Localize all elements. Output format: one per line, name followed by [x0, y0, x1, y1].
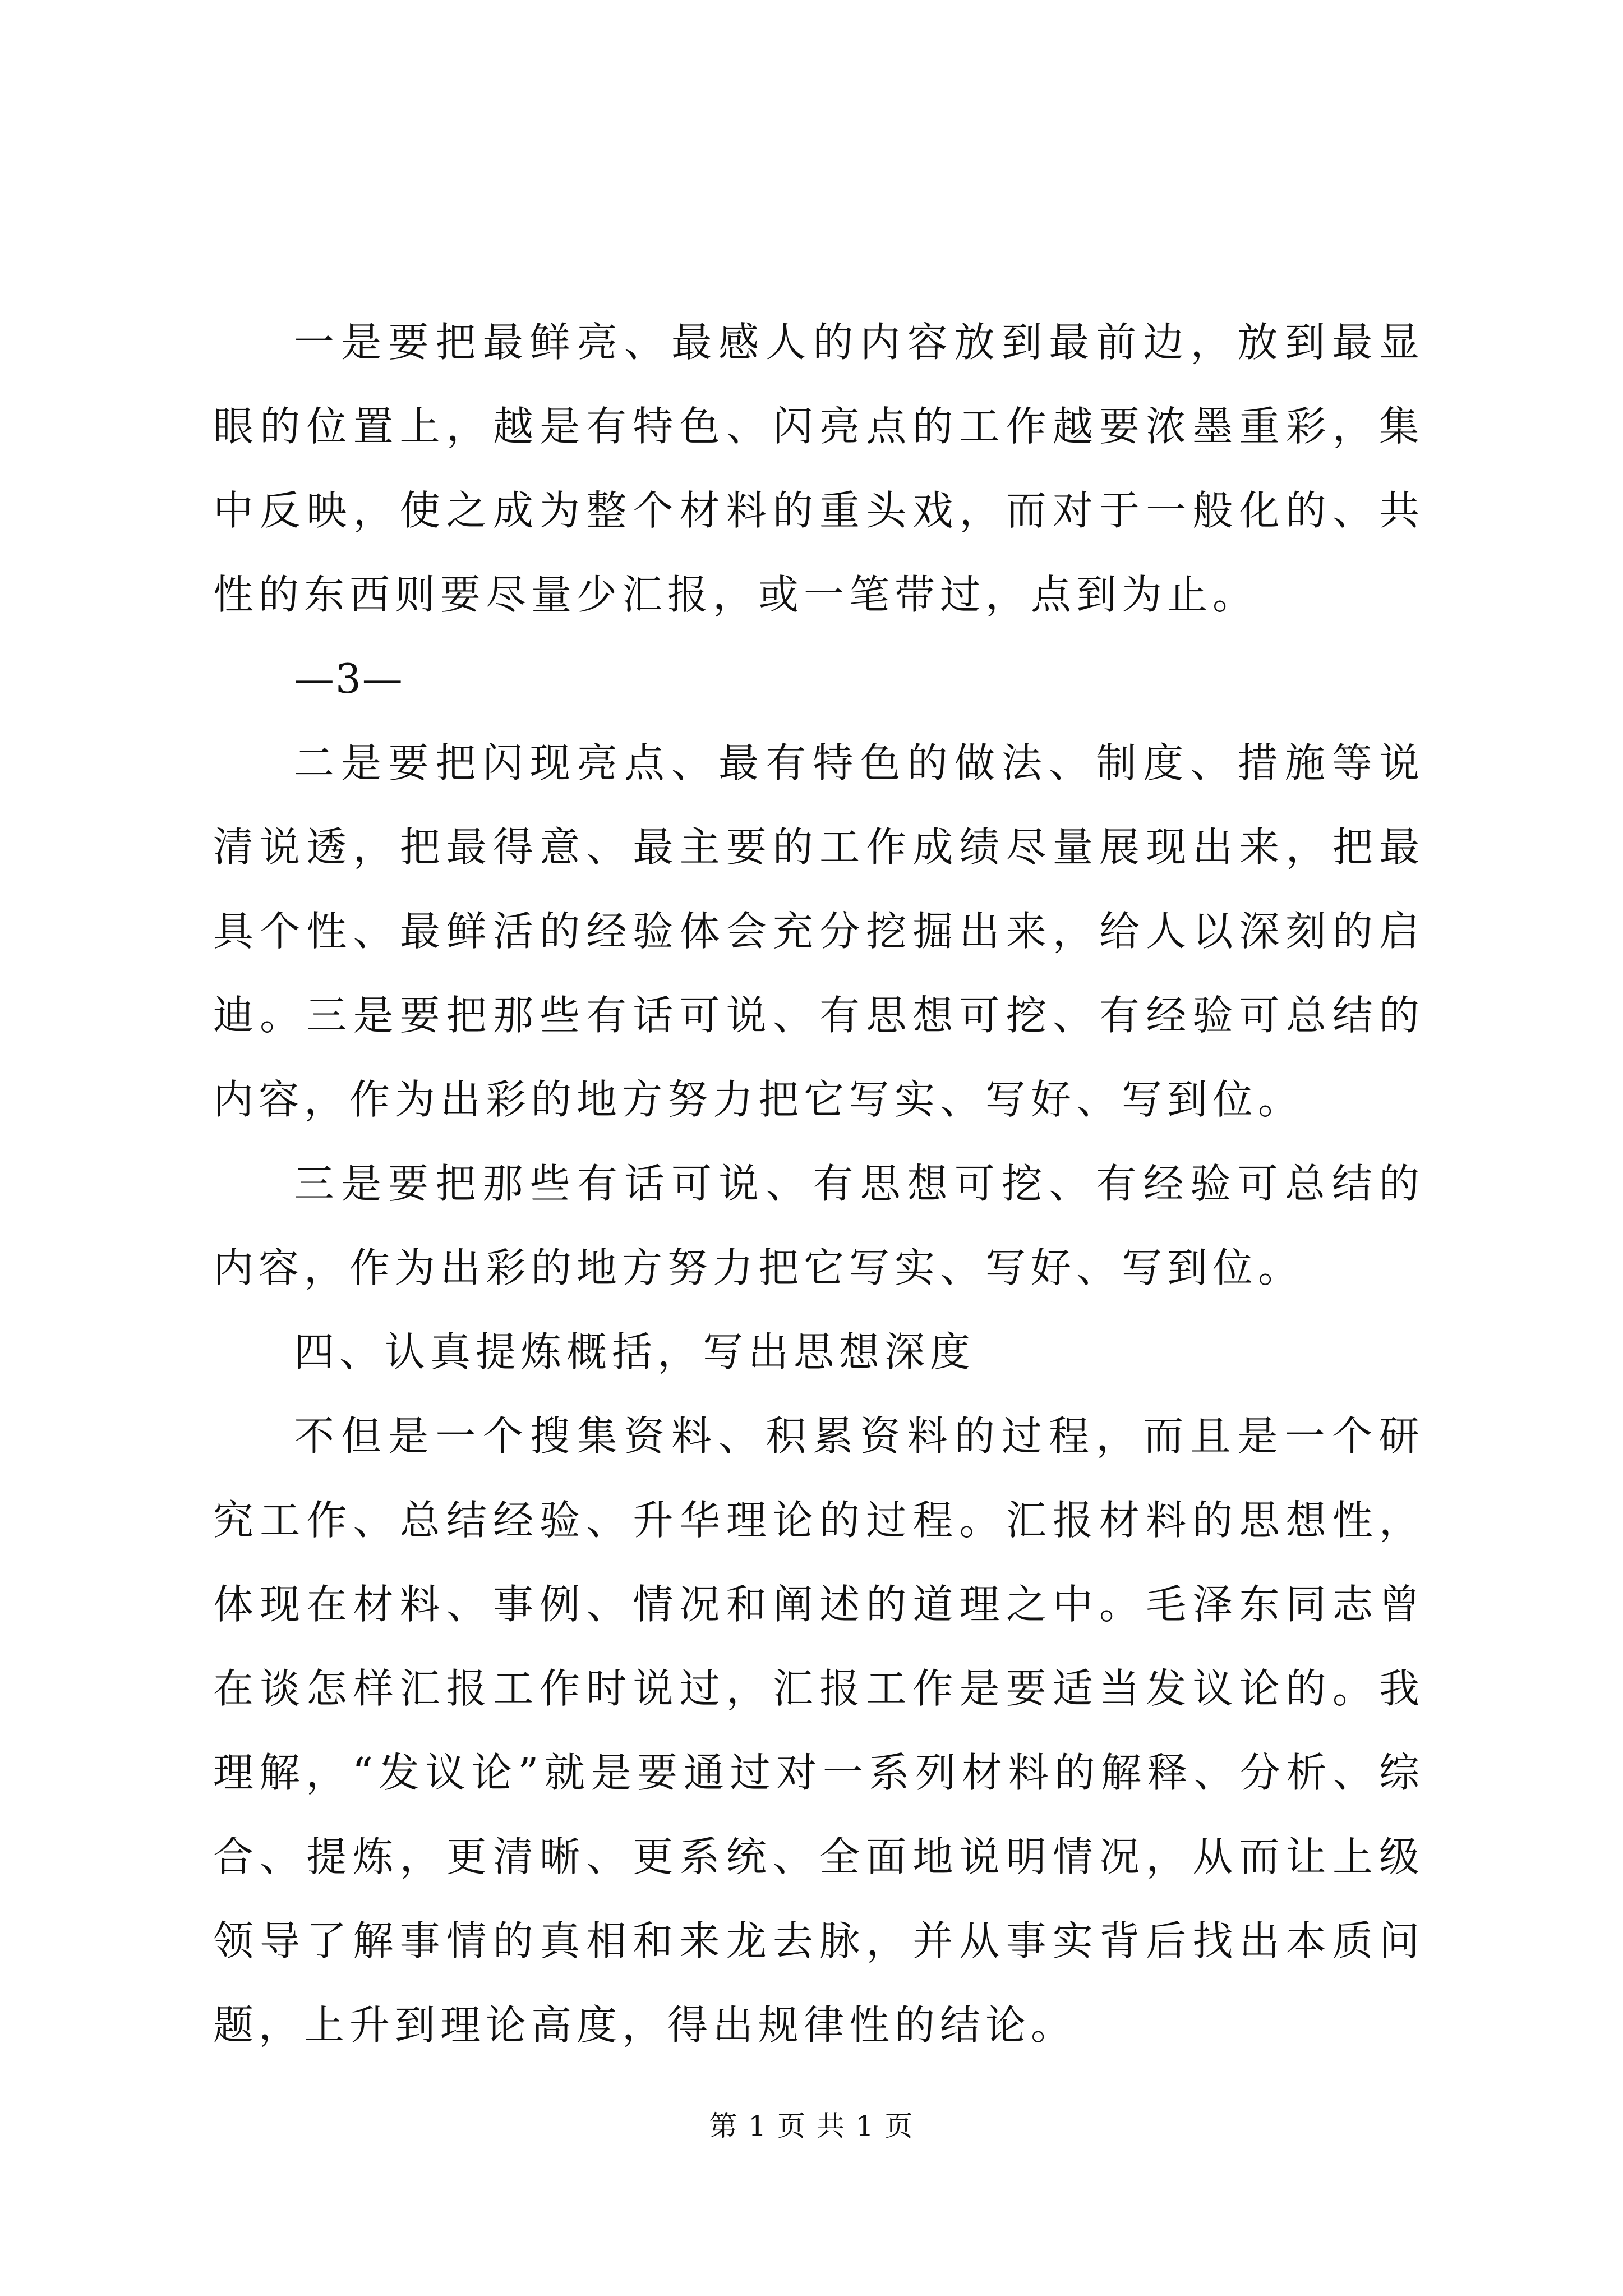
section-heading: 四、认真提炼概括，写出思想深度	[294, 1328, 976, 1375]
page-footer: 第 1 页 共 1 页	[709, 2110, 914, 2142]
paragraph-2: 二是要把闪现亮点、最有特色的做法、制度、措施等说清说透，把最得意、最主要的工作成绩尽量展现出来，把最具个性、最鲜活的经验体会充分挖掘出来，给人以深刻的启迪。三是要把那些有话可说、有思想可挖、有经验可总结的内容，作为出彩的地方努力把它写实、写好、写到位。	[213, 739, 1424, 1123]
paragraph-3: 三是要把那些有话可说、有思想可挖、有经验可总结的内容，作为出彩的地方努力把它写实、写好、写到位。	[213, 1160, 1424, 1291]
paragraph-1: 一是要把最鲜亮、最感人的内容放到最前边，放到最显眼的位置上，越是有特色、闪亮点的工作越要浓墨重彩，集中反映，使之成为整个材料的重头戏，而对于一般化的、共性的东西则要尽量少汇报，或一笔带过，点到为止。	[213, 319, 1424, 618]
page-number-marker: —3—	[294, 655, 404, 702]
paragraph-4: 不但是一个搜集资料、积累资料的过程，而且是一个研究工作、总结经验、升华理论的过程。汇报材料的思想性，体现在材料、事例、情况和阐述的道理之中。毛泽东同志曾在谈怎样汇报工作时说过，汇报工作是要适当发议论的。我理解，“发议论”就是要通过对一系列材料的解释、分析、综合、提炼，更清晰、更系统、全面地说明情况，从而让上级领导了解事情的真相和来龙去脉，并从事实背后找出本质问题，上升到理论高度，得出规律性的结论。	[213, 1412, 1424, 2049]
document-body	[213, 300, 1424, 2067]
